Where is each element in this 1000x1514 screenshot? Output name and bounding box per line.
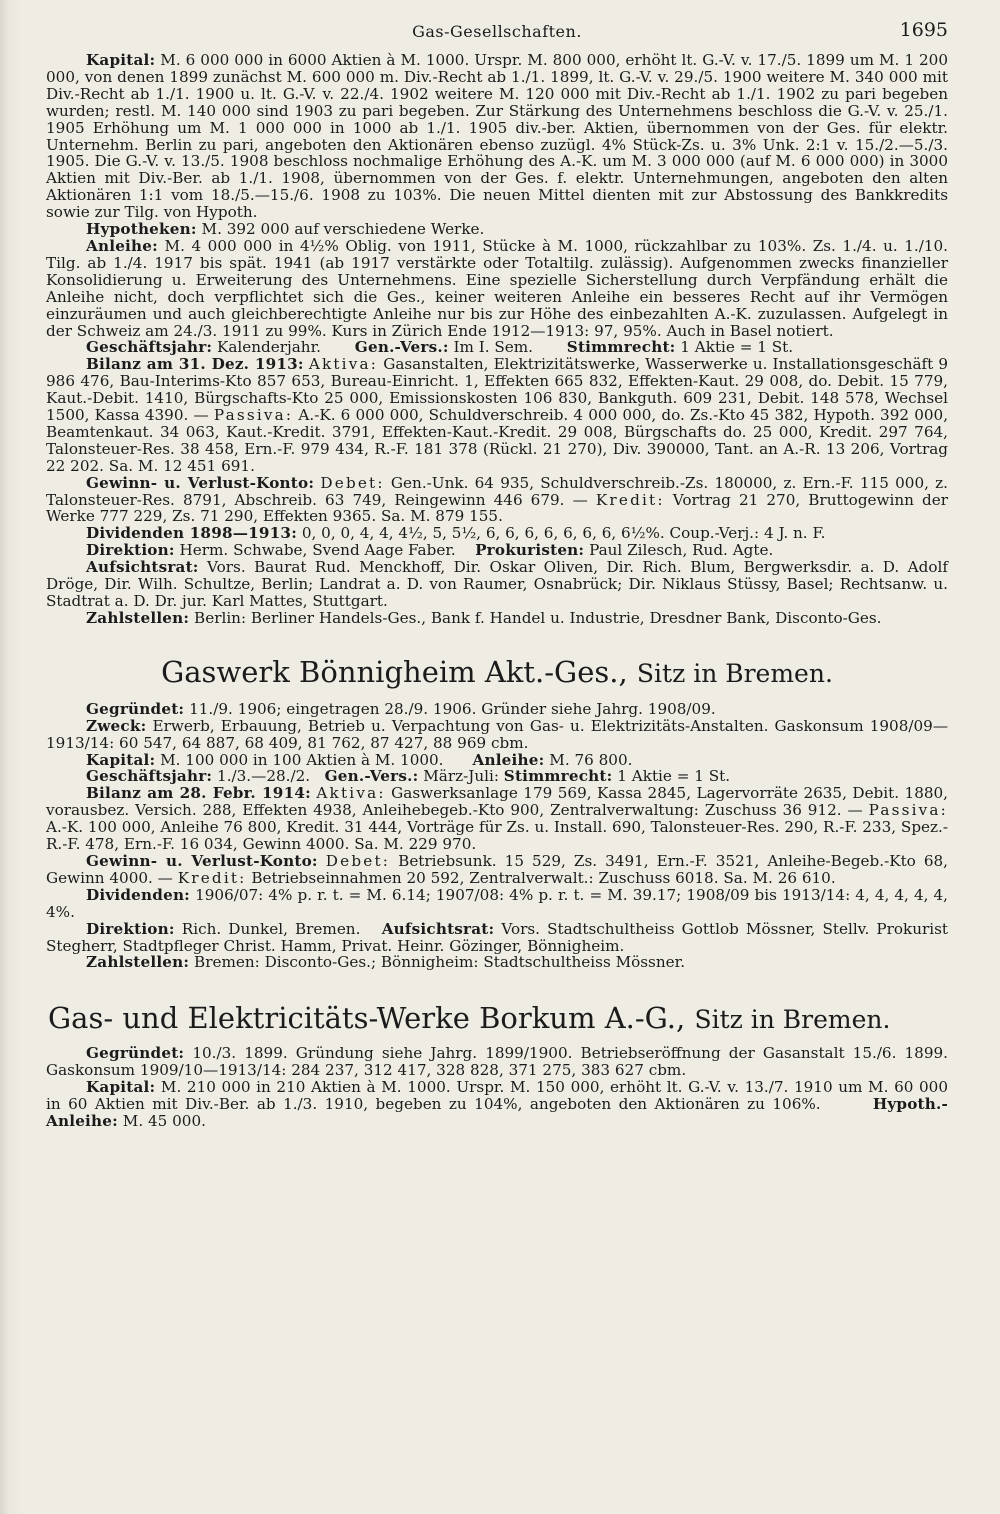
aufsichtsrat-text: Vors. Stadtschultheiss Gottlob Mössner, Stellv. Prokurist Stegherr, Stadtpfleger Christ. Hamm, Privat. Heinr. Gözinger, Bönnigheim. bbox=[46, 919, 949, 955]
anleihe-text: M. 76 800. bbox=[549, 750, 633, 769]
running-title: Gas-Gesellschaften. bbox=[412, 22, 582, 41]
guv-label: Gewinn- u. Verlust-Konto: bbox=[86, 851, 318, 870]
genvers-label: Gen.-Vers.: bbox=[324, 767, 419, 786]
gegruendet-paragraph bbox=[46, 1045, 948, 1079]
kapital-text: M. 210 000 in 210 Aktien à M. 1000. Urspr. M. 150 000, erhöht lt. G.-V. v. 13./7. 1910 um M. 60 000 in 60 Aktien mit Div.-Ber. ab 1./3. 1910, begeben zu 104%, angeboten den Aktionären zu 106%. bbox=[46, 1078, 949, 1114]
anleihe-label: Anleihe: bbox=[472, 750, 545, 769]
stimmrecht-text: 1 Aktie = 1 St. bbox=[680, 338, 794, 357]
guv-debet-text: Betriebsunk. 15 529, Zs. 3491, Ern.-F. 3521, Anleihe-Begeb.-Kto 68, Gewinn 4000. — bbox=[46, 851, 949, 887]
passiva-word: Passiva: bbox=[868, 801, 948, 820]
zahlstellen-label: Zahlstellen: bbox=[86, 608, 190, 627]
kredit-word: Kredit: bbox=[595, 490, 665, 509]
direktion-paragraph bbox=[46, 921, 948, 955]
zweck-text: Erwerb, Erbauung, Betrieb u. Verpachtung von Gas- u. Elektrizitäts-Anstalten. Gaskonsum 1908/09—1913/14: 60 547, 64 887, 68 409, 81 762, 87 427, 88 969 cbm. bbox=[46, 716, 949, 752]
bilanz-label: Bilanz am 28. Febr. 1914: bbox=[86, 784, 311, 803]
aufsichtsrat-label: Aufsichtsrat: bbox=[381, 919, 495, 938]
kapital-paragraph bbox=[46, 52, 948, 221]
hypanleihe-label: Hypoth.-Anleihe: bbox=[46, 1095, 948, 1130]
debet-word: Debet: bbox=[325, 851, 391, 870]
direktion-text: Herm. Schwabe, Svend Aage Faber. bbox=[179, 541, 456, 560]
kredit-word: Kredit: bbox=[177, 868, 247, 887]
direktion-label: Direktion: bbox=[86, 541, 175, 560]
geschaeftsjahr-label: Geschäftsjahr: bbox=[86, 338, 213, 357]
gegruendet-label: Gegründet: bbox=[86, 1044, 185, 1063]
zahlstellen-label: Zahlstellen: bbox=[86, 953, 190, 972]
passiva-word: Passiva: bbox=[213, 406, 294, 425]
kapital-label: Kapital: bbox=[86, 51, 156, 69]
kapital-text: M. 100 000 in 100 Aktien à M. 1000. bbox=[160, 750, 444, 769]
entry-borkum bbox=[46, 1001, 948, 1130]
dividenden-text: 1906/07: 4% p. r. t. = M. 6.14; 1907/08: 4% p. r. t. = M. 39.17; 1908/09 bis 1913/14: 4, 4, 4, 4, 4, 4%. bbox=[46, 885, 949, 921]
bilanz-label: Bilanz am 31. Dez. 1913: bbox=[86, 355, 304, 374]
aufsichtsrat-paragraph bbox=[46, 559, 948, 610]
kapital-label: Kapital: bbox=[86, 750, 156, 769]
bilanz-paragraph bbox=[46, 785, 948, 853]
gegruendet-label: Gegründet: bbox=[86, 699, 185, 718]
guv-debet-text: Gen.-Unk. 64 935, Schuldverschreib.-Zs. 180000, z. Ern.-F. 115 000, z. Talonsteuer-Res. 8791, Abschreib. 63 749, Reingewinn 446 679. — bbox=[46, 473, 949, 509]
genvers-text: Im I. Sem. bbox=[453, 338, 533, 357]
dividenden-paragraph bbox=[46, 887, 948, 921]
zahlstellen-text: Berlin: Berliner Handels-Ges., Bank f. Handel u. Industrie, Dresdner Bank, Disconto-Ges. bbox=[194, 608, 882, 627]
hypanleihe-text: M. 45 000. bbox=[122, 1111, 206, 1130]
hypotheken-paragraph bbox=[46, 221, 948, 238]
company-heading bbox=[46, 655, 948, 691]
direktion-label: Direktion: bbox=[86, 919, 175, 938]
company-sitz: Sitz in Bremen. bbox=[636, 658, 833, 688]
company-sitz: Sitz in Bremen. bbox=[694, 1005, 891, 1035]
stimmrecht-label: Stimmrecht: bbox=[503, 767, 613, 786]
kapital-label: Kapital: bbox=[86, 1078, 156, 1097]
prokuristen-label: Prokuristen: bbox=[475, 541, 585, 560]
company-heading bbox=[46, 1001, 948, 1037]
bilanz-paragraph bbox=[46, 356, 948, 474]
zahlstellen-text: Bremen: Disconto-Ges.; Bönnigheim: Stadtschultheiss Mössner. bbox=[194, 953, 686, 972]
anleihe-text: M. 4 000 000 in 4½% Oblig. von 1911, Stücke à M. 1000, rückzahlbar zu 103%. Zs. 1./4. u. 1./10. Tilg. ab 1./4. 1917 bis spät. 1941 (ab 1917 verstärkte oder Totaltilg. zulässig). Aufgenommen zwecks finanzieller Konsolidierung u. Erweiterung des Unternehmens. Eine spezielle Sicherstellung durch Verpfändung erhält die Anleihe nicht, doch verpflichtet sich die Ges., keiner weiteren Anleihe ein besseres Recht auf ihr Vermögen einzuräumen und auch gleichberechtigte Anleihe nur bis zur Höhe des einbezahlten A.-K. zuzulassen. Aufgelegt in der Schweiz am 24./3. 1911 zu 99%. Kurs in Zürich Ende 1912—1913: 97, 95%. Auch in Basel notiert. bbox=[46, 236, 949, 340]
dividenden-label: Dividenden 1898—1913: bbox=[86, 524, 298, 543]
hypotheken-text: M. 392 000 auf verschiedene Werke. bbox=[201, 220, 485, 239]
genvers-text: März-Juli: bbox=[423, 767, 499, 786]
guv-paragraph bbox=[46, 475, 948, 526]
bilanz-passiva-text: A.-K. 6 000 000, Schuldverschreib. 4 000 000, do. Zs.-Kto 45 382, Hypoth. 392 000, Beamtenkaut. 34 063, Kaut.-Kredit. 3791, Effekten-Kaut.-Kredit. 29 008, Bürgschafts do. 25 000, Kredit. 297 764, Talonsteuer-Res. 38 458, Ern.-F. 979 434, R.-F. 181 378 (Rückl. 21 270), Div. 390000, Tant. an A.-R. 13 206, Vortrag 22 202. Sa. M. 12 451 691. bbox=[46, 406, 949, 475]
aktiva-word: Aktiva: bbox=[308, 355, 379, 374]
anleihe-label: Anleihe: bbox=[86, 236, 158, 255]
guv-kredit-text: Vortrag 21 270, Bruttogewinn der Werke 777 229, Zs. 71 290, Effekten 9365. Sa. M. 879 155. bbox=[46, 490, 949, 526]
debet-word: Debet: bbox=[320, 473, 385, 492]
zahlstellen-paragraph bbox=[46, 954, 948, 971]
zahlstellen-paragraph bbox=[46, 610, 948, 627]
bilanz-aktiva-text: Gasanstalten, Elektrizitätswerke, Wasserwerke u. Installationsgeschäft 9 986 476, Bau-Interims-Kto 857 653, Bureau-Einricht. 1, Effekten 665 832, Effekten-Kaut. 29 008, do. Debit. 15 779, Kaut.-Debit. 1410, Bürgschafts-Kto 25 000, Emissionskosten 106 830, Bankguth. 609 231, Debit. 148 578, Wechsel 1500, Kassa 4390. — bbox=[46, 355, 949, 425]
aufsichtsrat-label: Aufsichtsrat: bbox=[86, 558, 199, 577]
gegruendet-text: 10./3. 1899. Gründung siehe Jahrg. 1899/1900. Betriebseröffnung der Gasanstalt 15./6. 1899. Gaskonsum 1909/10—1913/14: 284 237, 312 417, 328 828, 371 275, 383 627 cbm. bbox=[46, 1044, 948, 1080]
bilanz-passiva-text: A.-K. 100 000, Anleihe 76 800, Kredit. 31 444, Vorträge für Zs. u. Install. 690, Talonsteuer-Res. 290, R.-F. 233, Spez.-R.-F. 478, Ern.-F. 16 034, Gewinn 4000. Sa. M. 229 970. bbox=[46, 818, 948, 854]
geschaeftsjahr-label: Geschäftsjahr: bbox=[86, 767, 213, 786]
guv-paragraph bbox=[46, 853, 948, 887]
zweck-paragraph bbox=[46, 718, 948, 752]
aufsichtsrat-text: Vors. Baurat Rud. Menckhoff, Dir. Oskar Oliven, Dir. Rich. Blum, Bergwerksdir. a. D. Adolf Dröge, Dir. Wilh. Schultze, Berlin; Landrat a. D. von Raumer, Osnabrück; Dir. Niklaus Stüssy, Basel; Rechtsanw. u. Stadtrat a. D. Dr. jur. Karl Mattes, Stuttgart. bbox=[46, 558, 948, 610]
company-name: Gas- und Elektricitäts-Werke Borkum A.-G., bbox=[48, 1001, 686, 1036]
gegruendet-paragraph bbox=[46, 701, 948, 718]
bilanz-aktiva-text: Gaswerksanlage 179 569, Kassa 2845, Lagervorräte 2635, Debit. 1880, vorausbez. Versich. 288, Effekten 4938, Anleihebegeb.-Kto 900, Zentralverwaltung: Zuschuss 36 912. — bbox=[46, 784, 949, 820]
stimmrecht-text: 1 Aktie = 1 St. bbox=[617, 767, 731, 786]
gegruendet-text: 11./9. 1906; eingetragen 28./9. 1906. Gründer siehe Jahrg. 1908/09. bbox=[189, 699, 716, 718]
page-header bbox=[46, 19, 948, 52]
page-number: 1695 bbox=[899, 19, 948, 41]
dividenden-text: 0, 0, 0, 4, 4, 4½, 5, 5½, 6, 6, 6, 6, 6, 6, 6, 6½%. Coup.-Verj.: 4 J. n. F. bbox=[301, 524, 826, 543]
zweck-label: Zweck: bbox=[86, 716, 147, 735]
kapital-paragraph bbox=[46, 1079, 948, 1130]
kapital-text: M. 6 000 000 in 6000 Aktien à M. 1000. Urspr. M. 800 000, erhöht lt. G.-V. v. 17./5. 1899 um M. 1 200 000, von denen 1899 zunächst M. 600 000 m. Div.-Recht ab 1./1. 1899, lt. G.-V. v. 29./5. 1900 weitere M. 340 000 mit Div.-Recht ab 1./1. 1900 u. lt. G.-V. v. 22./4. 1902 weitere M. 120 000 mit Div.-Recht ab 1./1. 1902 zu pari begeben wurden; restl. M. 140 000 sind 1903 zu pari begeben. Zur Stärkung des Unternehmens beschloss die G.-V. v. 25./1. 1905 Erhöhung um M. 1 000 000 in 1000 ab 1./1. 1905 div.-ber. Aktien, übernommen von der Ges. für elektr. Unternehm. Berlin zu pari, angeboten den Aktionären ebenso zuzügl. 4% Stück-Zs. u. 3% Unk. 2:1 v. 15./2.—5./3. 1905. Die G.-V. v. 13./5. 1908 beschloss nochmalige Erhöhung des A.-K. um M. 3 000 000 (auf M. 6 000 000) in 3000 Aktien mit Div.-Ber. ab 1./1. 1908, übernommen von der Ges. f. elektr. Unternehmungen, angeboten den alten Aktionären 1:1 vom 18./5.—15./6. 1908 zu 103%. Die neuen Mittel dienten mit zur Abstossung des Bankkredits sowie zur Tilg. von Hypoth. bbox=[46, 51, 948, 222]
prokuristen-text: Paul Zilesch, Rud. Agte. bbox=[589, 541, 774, 560]
geschaeftsjahr-text: 1./3.—28./2. bbox=[217, 767, 311, 786]
guv-label: Gewinn- u. Verlust-Konto: bbox=[86, 473, 315, 492]
entry-continued bbox=[46, 52, 948, 627]
aktiva-word: Aktiva: bbox=[316, 784, 386, 803]
stimmrecht-label: Stimmrecht: bbox=[566, 338, 676, 357]
entry-gaswerk-boennigheim bbox=[46, 655, 948, 972]
hypotheken-label: Hypotheken: bbox=[86, 220, 197, 239]
kapital-paragraph bbox=[46, 752, 948, 769]
company-name: Gaswerk Bönnigheim Akt.-Ges., bbox=[161, 654, 628, 689]
genvers-label: Gen.-Vers.: bbox=[354, 338, 449, 357]
dividenden-label: Dividenden: bbox=[86, 885, 190, 904]
geschaeftsjahr-text: Kalenderjahr. bbox=[217, 338, 321, 357]
geschaeftsjahr-paragraph bbox=[46, 768, 948, 785]
direktion-text: Rich. Dunkel, Bremen. bbox=[181, 919, 361, 938]
dividenden-paragraph bbox=[46, 525, 948, 542]
anleihe-paragraph bbox=[46, 238, 948, 339]
direktion-paragraph bbox=[46, 542, 948, 559]
geschaeftsjahr-paragraph bbox=[46, 339, 948, 356]
guv-kredit-text: Betriebseinnahmen 20 592, Zentralverwalt.: Zuschuss 6018. Sa. M. 26 610. bbox=[251, 868, 836, 887]
